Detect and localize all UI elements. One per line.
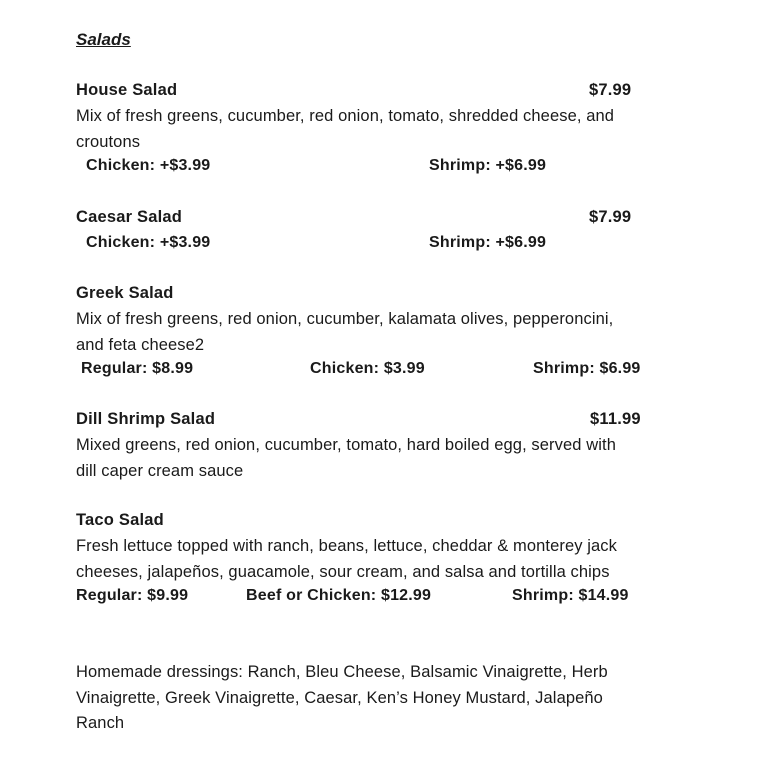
item-description [76, 307, 613, 358]
description-line: croutons [76, 132, 141, 151]
item-price: $7.99 [589, 208, 632, 226]
description-line: and feta cheese2 [76, 335, 205, 354]
dressings-note [76, 660, 608, 737]
description-line: Fresh lettuce topped with ranch, beans, lettuce, cheddar & monterey jack [76, 537, 617, 555]
item-name: Greek Salad [76, 284, 174, 302]
description-line: dill caper cream sauce [76, 461, 244, 480]
option-regular: Regular: $8.99 [81, 360, 194, 377]
option-shrimp: Shrimp: +$6.99 [429, 157, 547, 174]
option-shrimp: Shrimp: +$6.99 [429, 234, 547, 251]
option-shrimp: Shrimp: $14.99 [512, 587, 629, 604]
option-beef-or-chicken: Beef or Chicken: $12.99 [246, 587, 432, 604]
option-regular: Regular: $9.99 [76, 587, 189, 604]
option-shrimp: Shrimp: $6.99 [533, 360, 641, 377]
description-line: cheeses, jalapeños, guacamole, sour cream, and salsa and tortilla chips [76, 562, 610, 581]
description-line: Mix of fresh greens, red onion, cucumber, kalamata olives, pepperoncini, [76, 310, 614, 328]
item-name: Dill Shrimp Salad [76, 410, 216, 428]
item-description [76, 433, 616, 484]
dressings-line: Homemade dressings: Ranch, Bleu Cheese, Balsamic Vinaigrette, Herb [76, 663, 608, 681]
item-name: Caesar Salad [76, 208, 183, 226]
dressings-line: Ranch [76, 714, 125, 732]
option-chicken: Chicken: $3.99 [310, 360, 425, 377]
dressings-line: Vinaigrette, Greek Vinaigrette, Caesar, Ken’s Honey Mustard, Jalapeño [76, 688, 603, 707]
description-line: Mix of fresh greens, cucumber, red onion, tomato, shredded cheese, and [76, 107, 615, 125]
section-heading: Salads [76, 30, 131, 49]
item-name: House Salad [76, 81, 178, 99]
item-name: Taco Salad [76, 511, 164, 529]
item-description [76, 534, 617, 585]
description-line: Mixed greens, red onion, cucumber, tomato, hard boiled egg, served with [76, 436, 616, 454]
option-chicken: Chicken: +$3.99 [86, 157, 211, 174]
option-chicken: Chicken: +$3.99 [86, 234, 211, 251]
item-price: $11.99 [590, 410, 641, 428]
item-price: $7.99 [589, 81, 632, 99]
item-description [76, 104, 614, 155]
